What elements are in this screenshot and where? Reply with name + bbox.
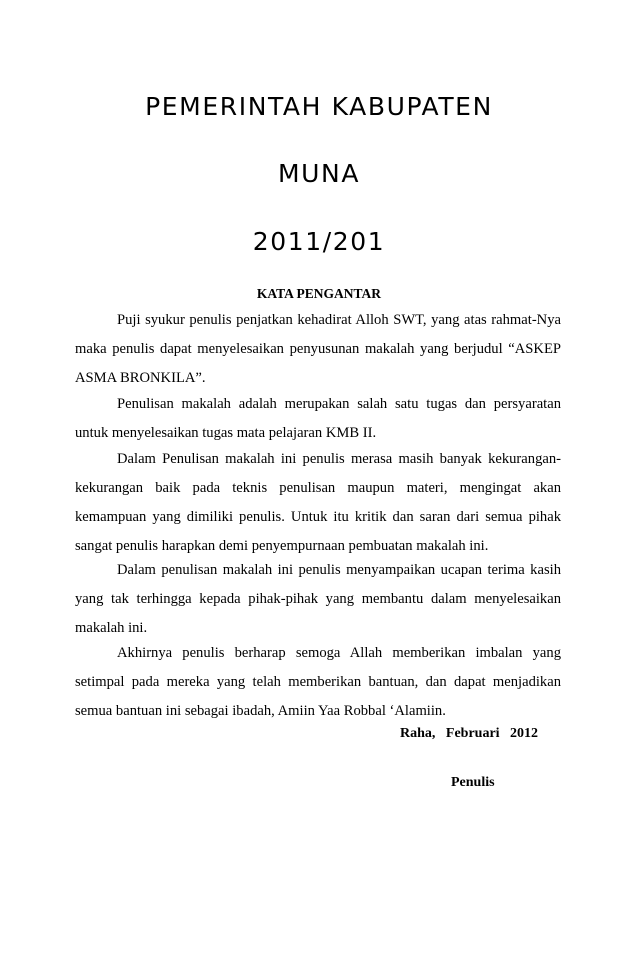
title-line-3: 2011/201 — [252, 227, 386, 256]
signature-place-date: Raha, Februari 2012 — [400, 726, 539, 741]
paragraph-5: Akhirnya penulis berharap semoga Allah memberikan imbalan yang setimpal pada mereka yang telah memberikan bantuan, dan dapat menjadikan semua bantuan ini sebagai ibadah, Amiin Yaa Robbal ‘Alamiin. — [75, 645, 561, 719]
paragraph-3: Dalam Penulisan makalah ini penulis merasa masih banyak kekurangan-kekurangan baik pada teknis penulisan maupun materi, mengingat akan kemampuan yang dimiliki penulis. Untuk itu kritik dan saran dari semua pihak sangat penulis harapkan demi penyempurnaan pembuatan makalah ini. — [75, 451, 561, 554]
signature-author: Penulis — [451, 775, 495, 790]
title-line-1: PEMERINTAH KABUPATEN — [145, 92, 493, 121]
paragraph-1: Puji syukur penulis penjatkan kehadirat Alloh SWT, yang atas rahmat-Nya maka penulis dapat menyelesaikan penyusunan makalah yang berjudul “ASKEP ASMA BRONKILA”. — [75, 312, 561, 386]
paragraph-4: Dalam penulisan makalah ini penulis menyampaikan ucapan terima kasih yang tak terhingga kepada pihak-pihak yang membantu dalam menyelesaikan makalah ini. — [75, 562, 561, 636]
title-line-2: MUNA — [277, 159, 361, 188]
paragraph-2: Penulisan makalah adalah merupakan salah satu tugas dan persyaratan untuk menyelesaikan tugas mata pelajaran KMB II. — [75, 396, 561, 441]
section-heading: KATA PENGANTAR — [256, 286, 382, 301]
